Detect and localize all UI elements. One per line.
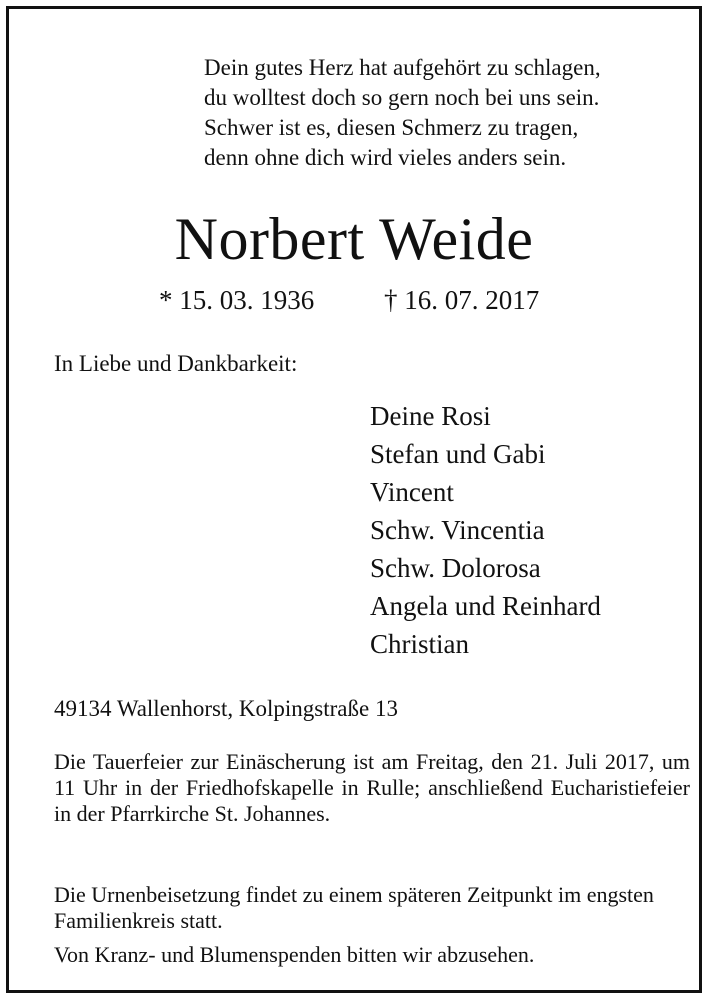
deceased-name: Norbert Weide [174, 206, 534, 272]
mourner-name: Deine Rosi [370, 401, 491, 431]
mourner-name: Stefan und Gabi [370, 439, 546, 469]
mourner-name: Schw. Dolorosa [370, 553, 541, 583]
mourner-name: Vincent [370, 477, 454, 507]
dedication-line: In Liebe und Dankbarkeit: [54, 351, 298, 376]
memorial-verse [204, 53, 601, 173]
verse-line: Dein gutes Herz hat aufgehört zu schlagen, [204, 55, 601, 80]
mourner-name: Schw. Vincentia [370, 515, 545, 545]
obituary-notice [6, 6, 702, 993]
flower-donation-note: Von Kranz- und Blumenspenden bitten wir abzusehen. [54, 942, 535, 967]
verse-line: denn ohne dich wird vieles anders sein. [204, 145, 567, 170]
mourners-list [370, 397, 601, 663]
verse-line: Schwer ist es, diesen Schmerz zu tragen, [204, 115, 579, 140]
family-address: 49134 Wallenhorst, Kolpingstraße 13 [54, 696, 398, 721]
mourner-name: Angela und Reinhard [370, 591, 601, 621]
verse-line: du wolltest doch so gern noch bei uns sein. [204, 85, 600, 110]
mourner-name: Christian [370, 629, 469, 659]
urn-burial-info: Die Urnenbeisetzung findet zu einem späteren Zeitpunkt im engsten Familienkreis statt. [54, 882, 654, 933]
funeral-service-info: Die Tauerfeier zur Einäscherung ist am Freitag, den 21. Juli 2017, um 11 Uhr in der Friedhofskapelle in Rulle; anschließend Eucharistiefeier in der Pfarrkirche St. Johannes. [54, 749, 690, 826]
death-date: † 16. 07. 2017 [384, 285, 540, 315]
birth-date: * 15. 03. 1936 [159, 285, 315, 315]
